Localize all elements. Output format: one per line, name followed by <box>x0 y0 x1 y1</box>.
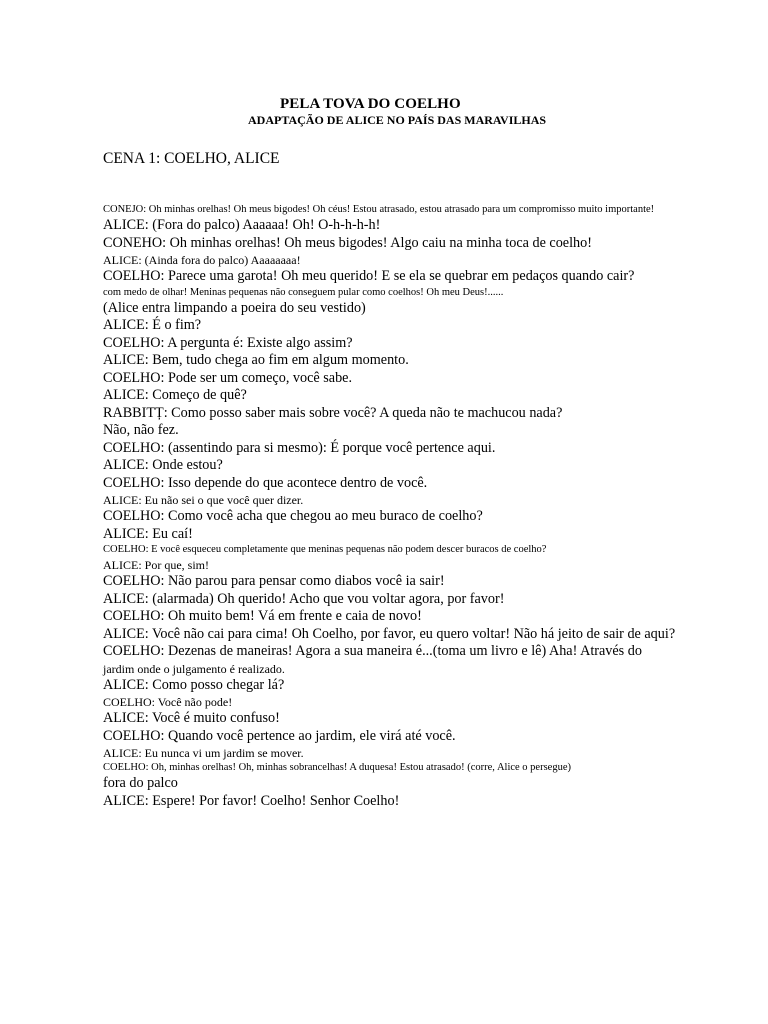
script-line: COELHO: Isso depende do que acontece dentro de você. <box>103 474 428 491</box>
scene-heading: CENA 1: COELHO, ALICE <box>103 150 280 167</box>
script-line: ALICE: Você é muito confuso! <box>103 710 280 726</box>
script-line: COELHO: Dezenas de maneiras! Agora a sua maneira é...(toma um livro e lê) Aha! Através do <box>103 643 642 659</box>
script-line: CONEHO: Oh minhas orelhas! Oh meus bigodes! Algo caiu na minha toca de coelho! <box>103 234 592 251</box>
script-line: COELHO: Você não pode! <box>103 695 233 709</box>
script-line: ALICE: Eu caí! <box>103 525 193 542</box>
script-line: COELHO: Oh muito bem! Vá em frente e caia de novo! <box>103 608 422 624</box>
script-line: com medo de olhar! Meninas pequenas não conseguem pular como coelhos! Oh meu Deus!...... <box>103 286 504 298</box>
script-line: COELHO: Pode ser um começo, você sabe. <box>103 369 353 386</box>
script-line: Não, não fez. <box>103 422 179 438</box>
script-body <box>103 203 723 810</box>
document-title: PELA TOVA DO COELHO <box>280 96 461 112</box>
script-line: COELHO: Oh, minhas orelhas! Oh, minhas sobrancelhas! A duquesa! Estou atrasado! (corre, Alice o persegue) <box>103 762 571 773</box>
document-subtitle: ADAPTAÇÃO DE ALICE NO PAÍS DAS MARAVILHAS <box>248 113 547 127</box>
script-line: ALICE: (Ainda fora do palco) Aaaaaaaa! <box>103 253 301 267</box>
script-line: ALICE: É o fim? <box>103 317 202 333</box>
script-line: ALICE: Onde estou? <box>103 457 223 473</box>
script-line: COELHO: Como você acha que chegou ao meu buraco de coelho? <box>103 508 483 524</box>
script-line: COELHO: Quando você pertence ao jardim, ele virá até você. <box>103 727 456 744</box>
script-line: jardim onde o julgamento é realizado. <box>103 661 285 676</box>
script-line: COELHO: (assentindo para si mesmo): É porque você pertence aqui. <box>103 439 496 456</box>
script-line: COELHO: Parece uma garota! Oh meu querido! E se ela se quebrar em pedaços quando cair? <box>103 268 635 284</box>
script-line: COELHO: A pergunta é: Existe algo assim? <box>103 334 353 351</box>
script-line: ALICE: Bem, tudo chega ao fim em algum momento. <box>103 352 409 368</box>
script-line: fora do palco <box>103 775 178 791</box>
script-line: ALICE: Espere! Por favor! Coelho! Senhor Coelho! <box>103 792 400 809</box>
script-line: ALICE: Eu nunca vi um jardim se mover. <box>103 746 304 760</box>
script-line: CONEJO: Oh minhas orelhas! Oh meus bigodes! Oh céus! Estou atrasado, estou atrasado para um compromisso muito importante! <box>103 204 655 215</box>
script-line: (Alice entra limpando a poeira do seu vestido) <box>103 299 366 316</box>
script-line: COELHO: E você esqueceu completamente que meninas pequenas não podem descer buracos de coelho? <box>103 544 547 555</box>
script-line: ALICE: Por que, sim! <box>103 558 209 572</box>
script-line: ALICE: Começo de quê? <box>103 387 247 403</box>
script-line: ALICE: (Fora do palco) Aaaaaa! Oh! O-h-h-h-h! <box>103 217 381 233</box>
script-line: ALICE: (alarmada) Oh querido! Acho que vou voltar agora, por favor! <box>103 590 505 607</box>
script-line: ALICE: Eu não sei o que você quer dizer. <box>103 493 304 507</box>
script-line: ALICE: Como posso chegar lá? <box>103 676 285 693</box>
script-line: COELHO: Não parou para pensar como diabos você ia sair! <box>103 573 445 589</box>
script-line: RABBITȚ: Como posso saber mais sobre você? A queda não te machucou nada? <box>103 404 563 421</box>
script-line: ALICE: Você não cai para cima! Oh Coelho, por favor, eu quero voltar! Não há jeito de sair de aqui? <box>103 625 676 642</box>
